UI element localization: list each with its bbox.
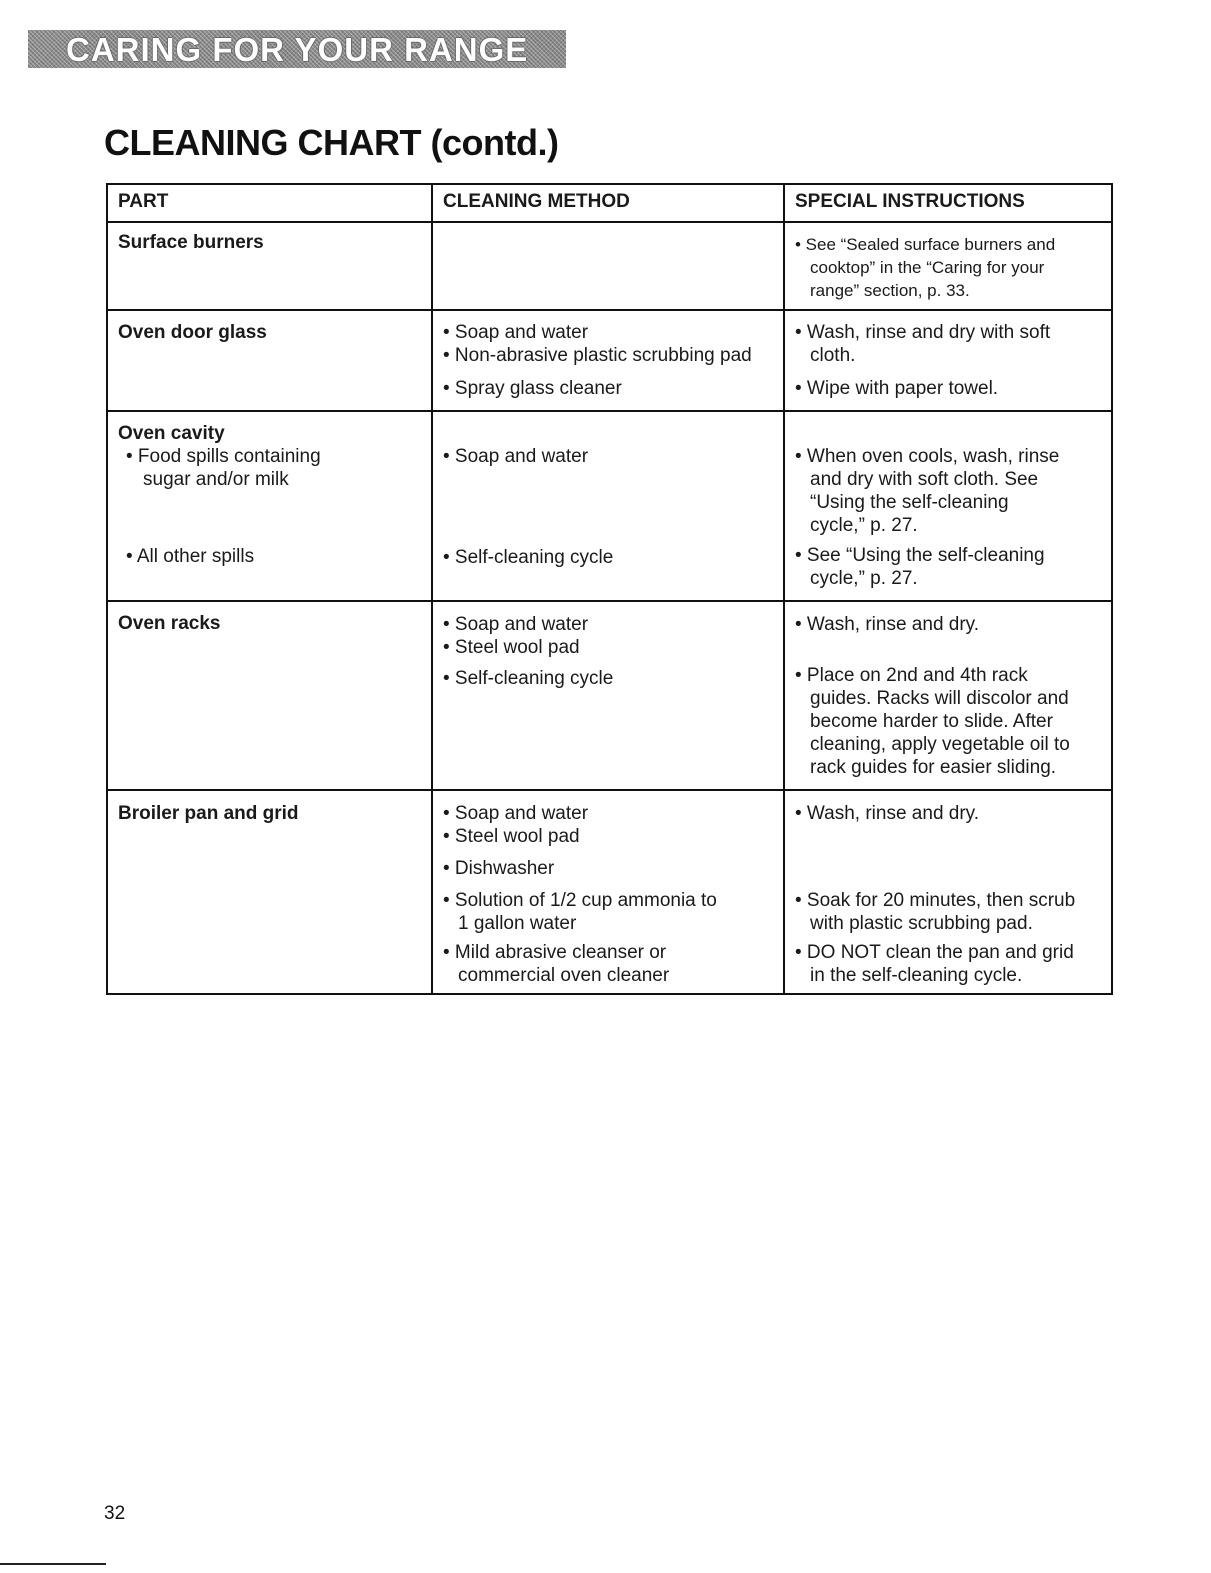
method-line: 1 gallon water	[458, 913, 577, 934]
method-cell	[432, 222, 784, 310]
instruction-line: and dry with soft cloth. See	[810, 469, 1039, 490]
table-row	[107, 601, 1112, 790]
method-line: • Soap and water	[443, 446, 589, 467]
header-special-instructions: SPECIAL INSTRUCTIONS	[784, 184, 1112, 222]
instruction-line: • Wash, rinse and dry.	[795, 614, 980, 635]
part-name: Oven cavity	[118, 423, 225, 444]
instruction-line: cycle,” p. 27.	[810, 515, 918, 536]
part-name: Broiler pan and grid	[118, 803, 299, 824]
instruction-line: • See “Sealed surface burners and	[795, 235, 1056, 254]
instructions-cell	[784, 310, 1112, 411]
section-banner-text: CARING FOR YOUR RANGE	[66, 31, 529, 68]
instruction-line: guides. Racks will discolor and	[810, 688, 1069, 709]
method-line: • Mild abrasive cleanser or	[443, 942, 667, 963]
method-line: • Soap and water	[443, 614, 589, 635]
instruction-line: in the self-cleaning cycle.	[810, 965, 1023, 986]
header-cleaning-method: CLEANING METHOD	[432, 184, 784, 222]
instruction-line: cloth.	[810, 345, 856, 366]
method-cell	[432, 790, 784, 994]
part-cell	[107, 790, 432, 994]
instructions-cell	[784, 222, 1112, 310]
method-cell	[432, 601, 784, 790]
instruction-line: • Wash, rinse and dry with soft	[795, 322, 1051, 343]
method-cell	[432, 411, 784, 601]
cleaning-chart-table	[106, 183, 1113, 995]
instruction-line: • Place on 2nd and 4th rack	[795, 665, 1028, 686]
method-line: • Dishwasher	[443, 858, 555, 879]
instruction-line: • Wash, rinse and dry.	[795, 803, 980, 824]
method-line: • Solution of 1/2 cup ammonia to	[443, 890, 717, 911]
section-banner	[28, 30, 566, 68]
table-row	[107, 222, 1112, 310]
page-title: CLEANING CHART (contd.)	[104, 122, 559, 163]
table-header-row	[107, 184, 1112, 222]
method-line: • Non-abrasive plastic scrubbing pad	[443, 345, 752, 366]
method-line: • Self-cleaning cycle	[443, 668, 614, 689]
subpart-line: • All other spills	[126, 546, 255, 567]
instruction-line: become harder to slide. After	[810, 711, 1053, 732]
method-line: commercial oven cleaner	[458, 965, 670, 986]
footer-rule	[0, 1563, 106, 1565]
table-row	[107, 790, 1112, 994]
instruction-line: • Wipe with paper towel.	[795, 378, 999, 399]
instruction-line: with plastic scrubbing pad.	[810, 913, 1033, 934]
instruction-line: • Soak for 20 minutes, then scrub	[795, 890, 1076, 911]
method-line: • Spray glass cleaner	[443, 378, 622, 399]
instruction-line: cycle,” p. 27.	[810, 568, 918, 589]
part-cell	[107, 411, 432, 601]
part-cell	[107, 222, 432, 310]
instruction-line: • When oven cools, wash, rinse	[795, 446, 1060, 467]
instructions-cell	[784, 411, 1112, 601]
instruction-line: • DO NOT clean the pan and grid	[795, 942, 1074, 963]
method-cell	[432, 310, 784, 411]
table-row	[107, 411, 1112, 601]
instruction-line: “Using the self-cleaning	[810, 492, 1009, 513]
subpart-line: sugar and/or milk	[143, 469, 289, 490]
method-line: • Soap and water	[443, 803, 589, 824]
instructions-cell	[784, 601, 1112, 790]
instruction-line: rack guides for easier sliding.	[810, 757, 1057, 778]
part-name: Oven racks	[118, 613, 221, 634]
instruction-line: cleaning, apply vegetable oil to	[810, 734, 1070, 755]
table-row	[107, 310, 1112, 411]
method-line: • Soap and water	[443, 322, 589, 343]
subpart-line: • Food spills containing	[126, 446, 321, 467]
part-name: Oven door glass	[118, 322, 267, 343]
part-cell	[107, 601, 432, 790]
method-line: • Steel wool pad	[443, 826, 580, 847]
page-number: 32	[104, 1503, 126, 1524]
part-cell	[107, 310, 432, 411]
instruction-line: range” section, p. 33.	[810, 281, 970, 300]
instruction-line: cooktop” in the “Caring for your	[810, 258, 1045, 277]
header-part: PART	[107, 184, 432, 222]
method-line: • Steel wool pad	[443, 637, 580, 658]
instructions-cell	[784, 790, 1112, 994]
instruction-line: • See “Using the self-cleaning	[795, 545, 1045, 566]
part-name: Surface burners	[118, 232, 264, 253]
method-line: • Self-cleaning cycle	[443, 547, 614, 568]
